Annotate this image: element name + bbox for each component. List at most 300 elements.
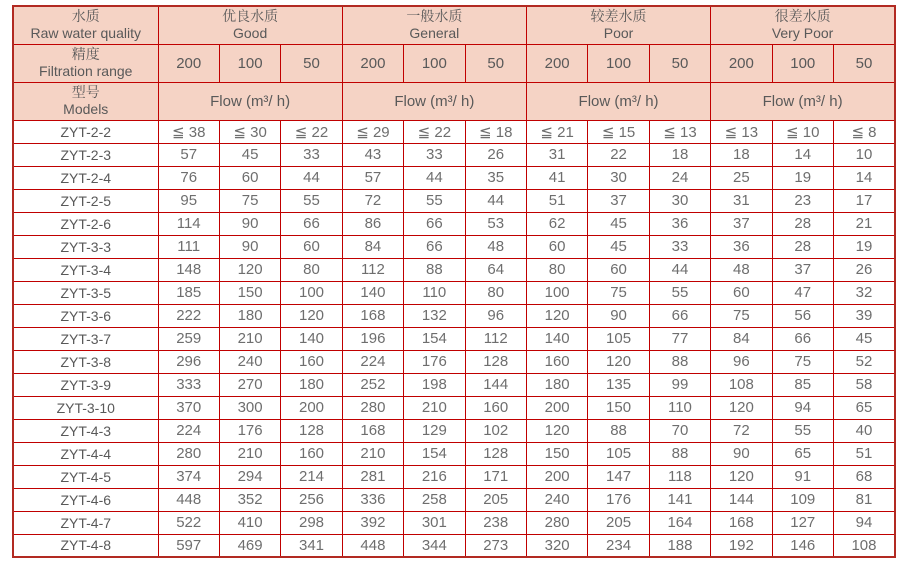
model-cell: ZYT-4-6 xyxy=(13,488,158,511)
flow-value-cell: 180 xyxy=(526,373,587,396)
flow-value-cell: 200 xyxy=(281,396,342,419)
model-cell: ZYT-3-10 xyxy=(13,396,158,419)
flow-value-cell: 65 xyxy=(772,442,833,465)
flow-value-cell: 160 xyxy=(281,350,342,373)
flow-unit-label: Flow (m³/ h) xyxy=(526,82,710,120)
flow-value-cell: 96 xyxy=(465,304,526,327)
flow-value-cell: ≦ 38 xyxy=(158,120,219,143)
flow-value-cell: 205 xyxy=(465,488,526,511)
flow-value-cell: 210 xyxy=(219,442,280,465)
flow-value-cell: ≦ 15 xyxy=(588,120,649,143)
flow-value-cell: 30 xyxy=(588,166,649,189)
flow-value-cell: 75 xyxy=(219,189,280,212)
flow-value-cell: 39 xyxy=(833,304,895,327)
flow-value-cell: 75 xyxy=(711,304,772,327)
flow-unit-label: Flow (m³/ h) xyxy=(711,82,895,120)
table-row xyxy=(13,327,895,350)
table-row xyxy=(13,534,895,557)
flow-value-cell: 238 xyxy=(465,511,526,534)
table-row xyxy=(13,465,895,488)
flow-value-cell: 200 xyxy=(526,396,587,419)
flow-value-cell: 150 xyxy=(219,281,280,304)
flow-value-cell: 22 xyxy=(588,143,649,166)
table-row xyxy=(13,396,895,419)
precision-value: 100 xyxy=(219,44,280,82)
model-cell: ZYT-3-3 xyxy=(13,235,158,258)
flow-unit-label: Flow (m³/ h) xyxy=(342,82,526,120)
model-cell: ZYT-2-2 xyxy=(13,120,158,143)
flow-value-cell: 66 xyxy=(772,327,833,350)
flow-value-cell: 60 xyxy=(526,235,587,258)
flow-value-cell: 298 xyxy=(281,511,342,534)
header-quality-poor-cn: 较差水质 xyxy=(590,8,647,25)
header-quality-good-cn: 优良水质 xyxy=(222,8,279,25)
flow-value-cell: ≦ 13 xyxy=(649,120,710,143)
flow-value-cell: 240 xyxy=(219,350,280,373)
flow-value-cell: 140 xyxy=(342,281,403,304)
flow-value-cell: 105 xyxy=(588,442,649,465)
flow-value-cell: 28 xyxy=(772,235,833,258)
flow-value-cell: 448 xyxy=(158,488,219,511)
precision-value: 50 xyxy=(833,44,895,82)
flow-value-cell: 80 xyxy=(526,258,587,281)
flow-value-cell: 120 xyxy=(526,419,587,442)
header-quality-poor xyxy=(526,6,710,44)
model-cell: ZYT-2-5 xyxy=(13,189,158,212)
flow-value-cell: 301 xyxy=(404,511,465,534)
flow-value-cell: 55 xyxy=(404,189,465,212)
flow-value-cell: 26 xyxy=(465,143,526,166)
flow-value-cell: 111 xyxy=(158,235,219,258)
flow-value-cell: 37 xyxy=(711,212,772,235)
flow-value-cell: 259 xyxy=(158,327,219,350)
flow-value-cell: 66 xyxy=(404,235,465,258)
header-raw-water-quality-cn: 水质 xyxy=(71,8,100,25)
flow-value-cell: 108 xyxy=(833,534,895,557)
model-cell: ZYT-2-6 xyxy=(13,212,158,235)
flow-value-cell: 280 xyxy=(158,442,219,465)
flow-value-cell: 128 xyxy=(465,442,526,465)
flow-value-cell: 55 xyxy=(649,281,710,304)
flow-value-cell: 19 xyxy=(833,235,895,258)
flow-value-cell: 120 xyxy=(588,350,649,373)
flow-value-cell: ≦ 8 xyxy=(833,120,895,143)
flow-value-cell: 96 xyxy=(711,350,772,373)
flow-value-cell: 36 xyxy=(649,212,710,235)
flow-value-cell: 45 xyxy=(219,143,280,166)
flow-value-cell: 90 xyxy=(711,442,772,465)
flow-value-cell: 91 xyxy=(772,465,833,488)
flow-value-cell: 198 xyxy=(404,373,465,396)
flow-value-cell: 21 xyxy=(833,212,895,235)
flow-value-cell: 168 xyxy=(342,304,403,327)
flow-value-cell: 33 xyxy=(281,143,342,166)
flow-value-cell: 234 xyxy=(588,534,649,557)
table-row xyxy=(13,304,895,327)
flow-value-cell: 84 xyxy=(711,327,772,350)
flow-value-cell: 224 xyxy=(342,350,403,373)
header-models-en: Models xyxy=(63,101,109,117)
flow-value-cell: 105 xyxy=(588,327,649,350)
flow-value-cell: 30 xyxy=(649,189,710,212)
flow-value-cell: 258 xyxy=(404,488,465,511)
flow-value-cell: 24 xyxy=(649,166,710,189)
flow-value-cell: 160 xyxy=(281,442,342,465)
table-row xyxy=(13,143,895,166)
flow-value-cell: 80 xyxy=(281,258,342,281)
flow-value-cell: 114 xyxy=(158,212,219,235)
flow-value-cell: 240 xyxy=(526,488,587,511)
flow-value-cell: 88 xyxy=(649,350,710,373)
flow-value-cell: 90 xyxy=(219,235,280,258)
flow-value-cell: ≦ 29 xyxy=(342,120,403,143)
flow-value-cell: 256 xyxy=(281,488,342,511)
flow-unit-label: Flow (m³/ h) xyxy=(158,82,342,120)
flow-value-cell: 60 xyxy=(281,235,342,258)
flow-value-cell: 99 xyxy=(649,373,710,396)
precision-value: 50 xyxy=(281,44,342,82)
flow-value-cell: 72 xyxy=(342,189,403,212)
model-cell: ZYT-3-5 xyxy=(13,281,158,304)
flow-value-cell: 141 xyxy=(649,488,710,511)
flow-value-cell: 222 xyxy=(158,304,219,327)
flow-value-cell: 140 xyxy=(281,327,342,350)
flow-value-cell: 88 xyxy=(649,442,710,465)
flow-value-cell: 341 xyxy=(281,534,342,557)
flow-value-cell: 112 xyxy=(342,258,403,281)
precision-value: 200 xyxy=(158,44,219,82)
table-row xyxy=(13,212,895,235)
flow-value-cell: 374 xyxy=(158,465,219,488)
flow-value-cell: 44 xyxy=(404,166,465,189)
flow-value-cell: 33 xyxy=(404,143,465,166)
flow-value-cell: 72 xyxy=(711,419,772,442)
precision-value: 50 xyxy=(465,44,526,82)
model-cell: ZYT-3-8 xyxy=(13,350,158,373)
header-filtration-range-cn: 精度 xyxy=(71,46,100,62)
table-row xyxy=(13,511,895,534)
flow-value-cell: 57 xyxy=(342,166,403,189)
flow-value-cell: 205 xyxy=(588,511,649,534)
flow-value-cell: 200 xyxy=(526,465,587,488)
flow-value-cell: 168 xyxy=(342,419,403,442)
flow-value-cell: 19 xyxy=(772,166,833,189)
flow-value-cell: 128 xyxy=(281,419,342,442)
flow-value-cell: 28 xyxy=(772,212,833,235)
flow-value-cell: 270 xyxy=(219,373,280,396)
flow-value-cell: 128 xyxy=(465,350,526,373)
model-cell: ZYT-4-3 xyxy=(13,419,158,442)
flow-value-cell: 68 xyxy=(833,465,895,488)
flow-value-cell: 32 xyxy=(833,281,895,304)
model-cell: ZYT-4-4 xyxy=(13,442,158,465)
flow-value-cell: 95 xyxy=(158,189,219,212)
flow-value-cell: 392 xyxy=(342,511,403,534)
flow-value-cell: 57 xyxy=(158,143,219,166)
flow-value-cell: 26 xyxy=(833,258,895,281)
flow-value-cell: 280 xyxy=(342,396,403,419)
flow-value-cell: 53 xyxy=(465,212,526,235)
header-models-cn: 型号 xyxy=(71,84,100,100)
flow-value-cell: 140 xyxy=(526,327,587,350)
table-row xyxy=(13,488,895,511)
precision-value: 50 xyxy=(649,44,710,82)
flow-value-cell: 23 xyxy=(772,189,833,212)
flow-value-cell: 45 xyxy=(588,235,649,258)
flow-value-cell: 60 xyxy=(588,258,649,281)
flow-value-cell: ≦ 21 xyxy=(526,120,587,143)
flow-value-cell: 146 xyxy=(772,534,833,557)
flow-value-cell: 36 xyxy=(711,235,772,258)
flow-value-cell: ≦ 30 xyxy=(219,120,280,143)
flow-value-cell: 66 xyxy=(649,304,710,327)
flow-value-cell: 14 xyxy=(772,143,833,166)
flow-value-cell: 164 xyxy=(649,511,710,534)
flow-value-cell: 196 xyxy=(342,327,403,350)
flow-value-cell: 120 xyxy=(219,258,280,281)
flow-value-cell: 76 xyxy=(158,166,219,189)
flow-value-cell: 127 xyxy=(772,511,833,534)
flow-value-cell: 90 xyxy=(219,212,280,235)
model-cell: ZYT-4-5 xyxy=(13,465,158,488)
header-row-flow xyxy=(13,82,895,120)
table-header xyxy=(13,6,895,120)
flow-value-cell: 168 xyxy=(711,511,772,534)
header-models xyxy=(13,82,158,120)
model-cell: ZYT-4-7 xyxy=(13,511,158,534)
flow-value-cell: 120 xyxy=(281,304,342,327)
flow-value-cell: 252 xyxy=(342,373,403,396)
flow-value-cell: 176 xyxy=(404,350,465,373)
flow-value-cell: 109 xyxy=(772,488,833,511)
model-cell: ZYT-2-3 xyxy=(13,143,158,166)
flow-value-cell: 154 xyxy=(404,442,465,465)
flow-value-cell: 160 xyxy=(465,396,526,419)
flow-value-cell: 70 xyxy=(649,419,710,442)
header-raw-water-quality-en: Raw water quality xyxy=(30,25,141,42)
flow-value-cell: 214 xyxy=(281,465,342,488)
flow-value-cell: 192 xyxy=(711,534,772,557)
model-cell: ZYT-3-4 xyxy=(13,258,158,281)
model-cell: ZYT-4-8 xyxy=(13,534,158,557)
flow-value-cell: 75 xyxy=(588,281,649,304)
flow-value-cell: 41 xyxy=(526,166,587,189)
header-raw-water-quality xyxy=(13,6,158,44)
flow-value-cell: 150 xyxy=(526,442,587,465)
flow-value-cell: 102 xyxy=(465,419,526,442)
flow-specification-table xyxy=(12,5,896,558)
flow-value-cell: 31 xyxy=(711,189,772,212)
flow-value-cell: 100 xyxy=(526,281,587,304)
flow-value-cell: 154 xyxy=(404,327,465,350)
flow-value-cell: 210 xyxy=(404,396,465,419)
flow-value-cell: 10 xyxy=(833,143,895,166)
flow-value-cell: 296 xyxy=(158,350,219,373)
flow-value-cell: 110 xyxy=(404,281,465,304)
flow-value-cell: 148 xyxy=(158,258,219,281)
flow-value-cell: 135 xyxy=(588,373,649,396)
flow-value-cell: 320 xyxy=(526,534,587,557)
flow-value-cell: 81 xyxy=(833,488,895,511)
flow-value-cell: 273 xyxy=(465,534,526,557)
flow-value-cell: 180 xyxy=(219,304,280,327)
header-row-quality xyxy=(13,6,895,44)
flow-value-cell: 108 xyxy=(711,373,772,396)
flow-value-cell: 48 xyxy=(711,258,772,281)
flow-value-cell: 333 xyxy=(158,373,219,396)
flow-value-cell: 40 xyxy=(833,419,895,442)
flow-value-cell: 448 xyxy=(342,534,403,557)
flow-value-cell: 88 xyxy=(588,419,649,442)
flow-value-cell: 344 xyxy=(404,534,465,557)
flow-value-cell: 597 xyxy=(158,534,219,557)
flow-value-cell: 294 xyxy=(219,465,280,488)
flow-value-cell: 75 xyxy=(772,350,833,373)
table-row xyxy=(13,419,895,442)
flow-value-cell: 188 xyxy=(649,534,710,557)
flow-value-cell: 522 xyxy=(158,511,219,534)
flow-value-cell: 84 xyxy=(342,235,403,258)
flow-value-cell: 224 xyxy=(158,419,219,442)
table-row xyxy=(13,120,895,143)
flow-value-cell: 160 xyxy=(526,350,587,373)
precision-value: 200 xyxy=(342,44,403,82)
flow-value-cell: 94 xyxy=(833,511,895,534)
header-quality-very-poor xyxy=(711,6,895,44)
header-filtration-range xyxy=(13,44,158,82)
header-quality-general xyxy=(342,6,526,44)
flow-value-cell: 37 xyxy=(772,258,833,281)
flow-value-cell: ≦ 18 xyxy=(465,120,526,143)
header-quality-good-en: Good xyxy=(232,25,268,42)
flow-value-cell: 62 xyxy=(526,212,587,235)
flow-value-cell: ≦ 22 xyxy=(404,120,465,143)
flow-value-cell: 300 xyxy=(219,396,280,419)
table-row xyxy=(13,281,895,304)
flow-value-cell: 56 xyxy=(772,304,833,327)
flow-value-cell: 171 xyxy=(465,465,526,488)
flow-value-cell: ≦ 22 xyxy=(281,120,342,143)
table-row xyxy=(13,258,895,281)
flow-value-cell: 112 xyxy=(465,327,526,350)
flow-value-cell: 110 xyxy=(649,396,710,419)
table-body xyxy=(13,120,895,557)
header-quality-good xyxy=(158,6,342,44)
flow-value-cell: 147 xyxy=(588,465,649,488)
flow-value-cell: 25 xyxy=(711,166,772,189)
flow-value-cell: 80 xyxy=(465,281,526,304)
flow-value-cell: ≦ 13 xyxy=(711,120,772,143)
flow-value-cell: 48 xyxy=(465,235,526,258)
precision-value: 200 xyxy=(526,44,587,82)
flow-value-cell: 77 xyxy=(649,327,710,350)
model-cell: ZYT-3-7 xyxy=(13,327,158,350)
flow-value-cell: 210 xyxy=(342,442,403,465)
flow-value-cell: 31 xyxy=(526,143,587,166)
flow-value-cell: 281 xyxy=(342,465,403,488)
header-quality-very-poor-en: Very Poor xyxy=(771,25,834,42)
flow-value-cell: 17 xyxy=(833,189,895,212)
flow-value-cell: 47 xyxy=(772,281,833,304)
header-quality-poor-en: Poor xyxy=(603,25,634,42)
flow-value-cell: 118 xyxy=(649,465,710,488)
flow-value-cell: 44 xyxy=(465,189,526,212)
precision-value: 100 xyxy=(404,44,465,82)
table-row xyxy=(13,189,895,212)
table-row xyxy=(13,350,895,373)
flow-value-cell: 176 xyxy=(219,419,280,442)
flow-value-cell: 60 xyxy=(711,281,772,304)
flow-value-cell: 150 xyxy=(588,396,649,419)
flow-value-cell: 85 xyxy=(772,373,833,396)
precision-value: 100 xyxy=(772,44,833,82)
flow-value-cell: 176 xyxy=(588,488,649,511)
flow-value-cell: 370 xyxy=(158,396,219,419)
table-row xyxy=(13,166,895,189)
flow-value-cell: 55 xyxy=(281,189,342,212)
flow-value-cell: 14 xyxy=(833,166,895,189)
flow-value-cell: 180 xyxy=(281,373,342,396)
flow-value-cell: 280 xyxy=(526,511,587,534)
flow-value-cell: 37 xyxy=(588,189,649,212)
flow-value-cell: 51 xyxy=(526,189,587,212)
flow-value-cell: 88 xyxy=(404,258,465,281)
flow-value-cell: 120 xyxy=(711,465,772,488)
flow-value-cell: 55 xyxy=(772,419,833,442)
flow-value-cell: 185 xyxy=(158,281,219,304)
flow-value-cell: 216 xyxy=(404,465,465,488)
precision-value: 100 xyxy=(588,44,649,82)
flow-value-cell: 44 xyxy=(281,166,342,189)
flow-value-cell: 144 xyxy=(711,488,772,511)
flow-value-cell: 132 xyxy=(404,304,465,327)
flow-value-cell: 45 xyxy=(588,212,649,235)
flow-value-cell: 90 xyxy=(588,304,649,327)
flow-value-cell: ≦ 10 xyxy=(772,120,833,143)
table-row xyxy=(13,373,895,396)
flow-value-cell: 120 xyxy=(711,396,772,419)
precision-value: 200 xyxy=(711,44,772,82)
flow-value-cell: 86 xyxy=(342,212,403,235)
flow-value-cell: 18 xyxy=(649,143,710,166)
flow-value-cell: 129 xyxy=(404,419,465,442)
flow-value-cell: 120 xyxy=(526,304,587,327)
model-cell: ZYT-3-6 xyxy=(13,304,158,327)
flow-value-cell: 51 xyxy=(833,442,895,465)
flow-value-cell: 410 xyxy=(219,511,280,534)
flow-value-cell: 144 xyxy=(465,373,526,396)
model-cell: ZYT-2-4 xyxy=(13,166,158,189)
flow-value-cell: 35 xyxy=(465,166,526,189)
header-row-precision xyxy=(13,44,895,82)
table-row xyxy=(13,235,895,258)
flow-value-cell: 58 xyxy=(833,373,895,396)
flow-value-cell: 100 xyxy=(281,281,342,304)
flow-value-cell: 52 xyxy=(833,350,895,373)
flow-value-cell: 66 xyxy=(404,212,465,235)
flow-value-cell: 94 xyxy=(772,396,833,419)
header-quality-very-poor-cn: 很差水质 xyxy=(774,8,831,25)
flow-value-cell: 64 xyxy=(465,258,526,281)
header-quality-general-cn: 一般水质 xyxy=(406,8,463,25)
header-quality-general-en: General xyxy=(409,25,460,42)
flow-value-cell: 65 xyxy=(833,396,895,419)
model-cell: ZYT-3-9 xyxy=(13,373,158,396)
flow-value-cell: 352 xyxy=(219,488,280,511)
flow-value-cell: 469 xyxy=(219,534,280,557)
flow-value-cell: 44 xyxy=(649,258,710,281)
flow-value-cell: 45 xyxy=(833,327,895,350)
